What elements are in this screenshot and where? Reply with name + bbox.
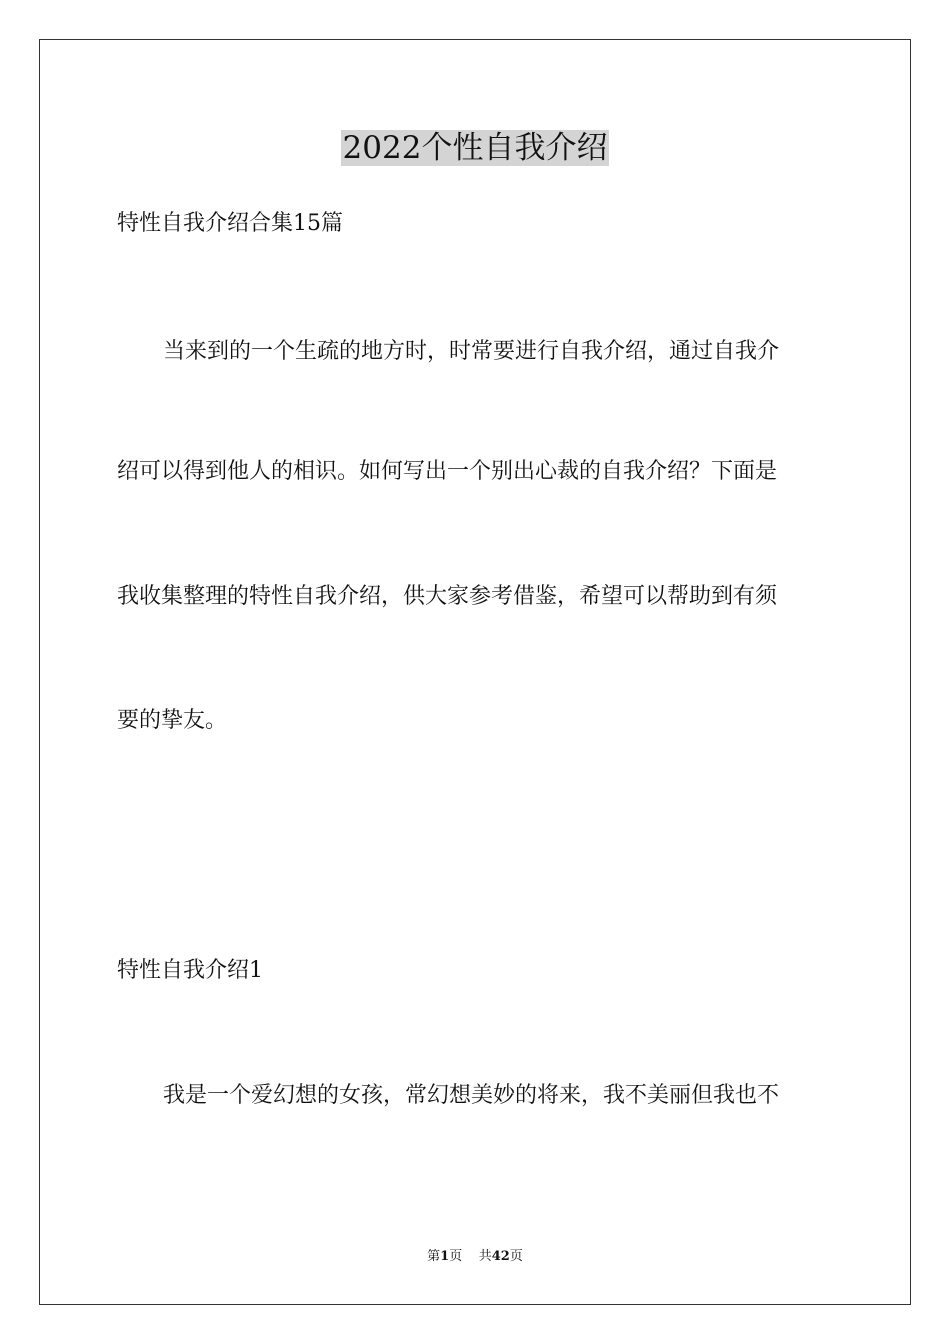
footer-page-prefix: 第 bbox=[427, 1249, 441, 1264]
footer-page-suffix: 页 bbox=[449, 1249, 463, 1264]
intro-paragraph-line-2: 绍可以得到他人的相识。如何写出一个别出心裁的自我介绍？下面是 bbox=[117, 459, 778, 484]
intro-paragraph-line-3: 我收集整理的特性自我介绍，供大家参考借鉴，希望可以帮助到有须 bbox=[117, 584, 778, 609]
footer-total-prefix: 共 bbox=[478, 1249, 492, 1264]
intro-paragraph-line-1: 当来到的一个生疏的地方时，时常要进行自我介绍，通过自我介 bbox=[163, 339, 780, 364]
document-title bbox=[0, 126, 950, 170]
footer-page-number: 1 bbox=[440, 1249, 450, 1264]
section-heading: 特性自我介绍1 bbox=[117, 958, 263, 983]
footer-total-pages: 42 bbox=[491, 1249, 510, 1264]
footer-total-suffix: 页 bbox=[509, 1249, 523, 1264]
document-subtitle: 特性自我介绍合集15篇 bbox=[117, 211, 343, 236]
page-footer bbox=[0, 1248, 950, 1266]
section-paragraph-line-1: 我是一个爱幻想的女孩，常幻想美妙的将来，我不美丽但我也不 bbox=[163, 1083, 780, 1108]
title-text: 2022个性自我介绍 bbox=[342, 130, 608, 166]
intro-paragraph-line-4: 要的挚友。 bbox=[117, 708, 228, 733]
